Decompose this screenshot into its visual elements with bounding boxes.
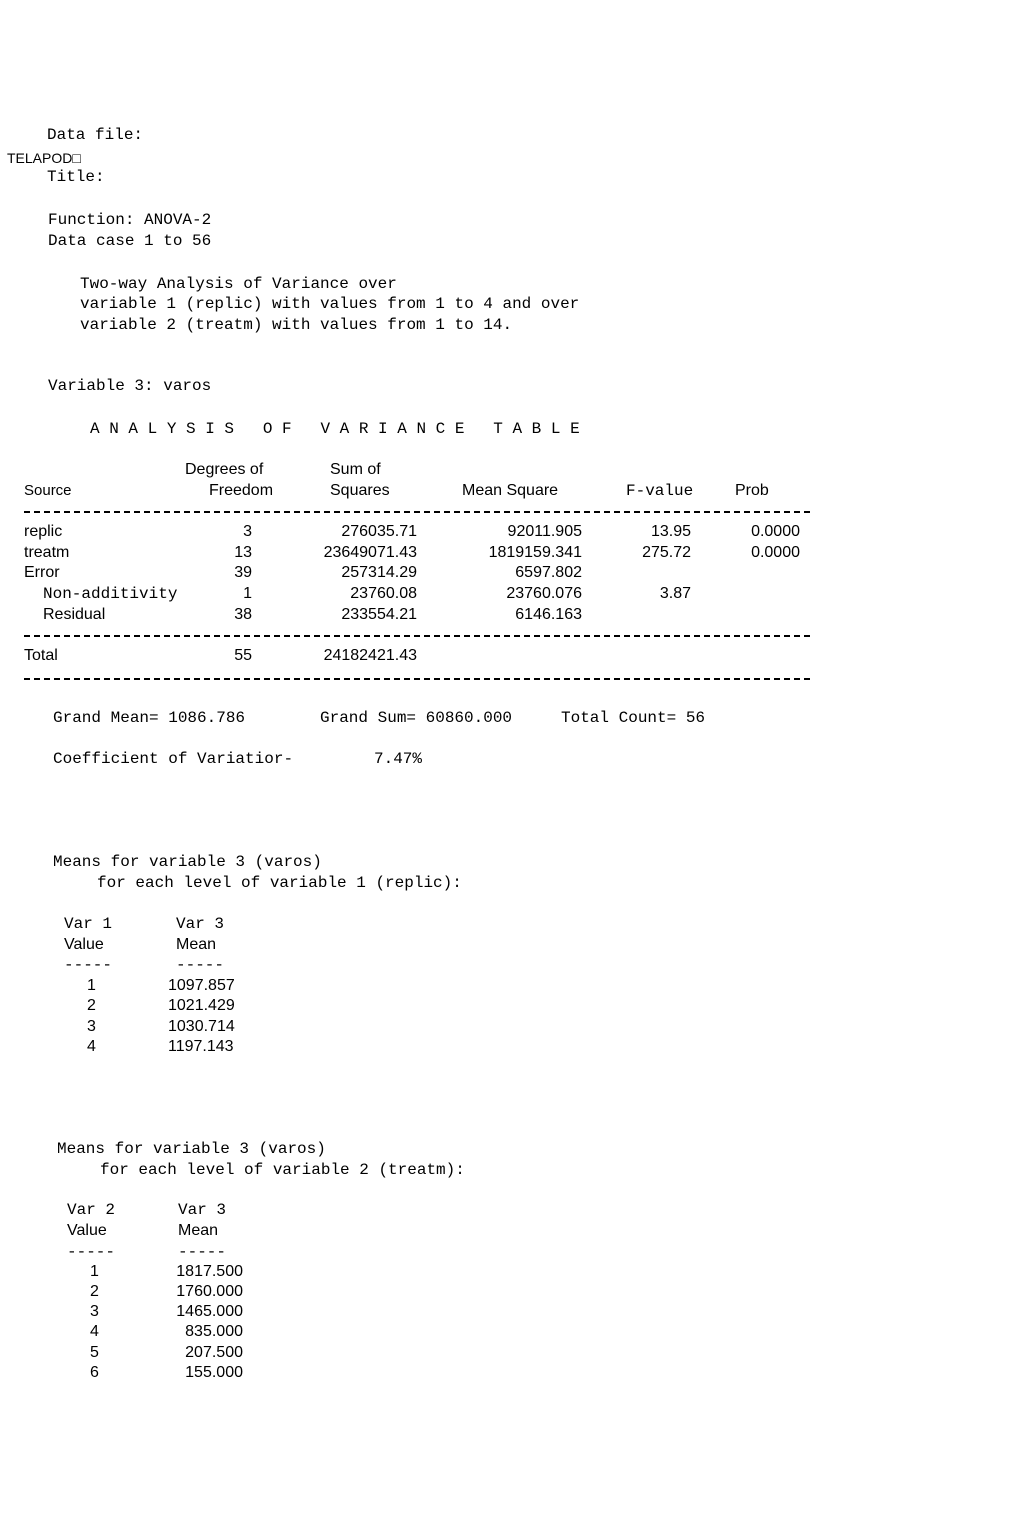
- row-f: 3.87: [659, 585, 691, 602]
- table-rule-top: [24, 511, 810, 513]
- treatm-value: 5: [90, 1344, 99, 1361]
- total-ss: 24182421.43: [323, 647, 417, 664]
- grand-mean: Grand Mean= 1086.786: [53, 709, 246, 727]
- row-ms: 1819159.341: [488, 544, 582, 561]
- row-f: 13.95: [650, 523, 691, 540]
- treatm-mean: 835.000: [185, 1323, 243, 1340]
- cv-label: Coefficient of Variatior-: [53, 750, 294, 768]
- replic-col2-header-2: Mean: [176, 936, 217, 953]
- replic-mean: 1197.143: [168, 1038, 234, 1055]
- row-df: 3: [243, 523, 252, 540]
- treatm-col2-header-2: Mean: [178, 1222, 219, 1239]
- row-df: 39: [234, 564, 252, 581]
- row-ss: 23760.08: [350, 585, 417, 602]
- cv-value: 7.47%: [374, 750, 423, 768]
- table-rule-middle: [24, 635, 810, 637]
- row-source: replic: [24, 523, 63, 540]
- row-ms: 23760.076: [506, 585, 582, 602]
- header-squares: Squares: [330, 482, 390, 499]
- replic-col2-header-1: Var 3: [176, 915, 225, 933]
- replic-mean: 1021.429: [168, 997, 235, 1014]
- header-mean-square: Mean Square: [462, 482, 559, 499]
- replic-value: 1: [87, 977, 96, 994]
- treatm-value: 6: [90, 1364, 99, 1381]
- row-df: 38: [234, 606, 252, 623]
- treatm-col2-underline: -----: [178, 1243, 227, 1261]
- replic-mean: 1097.857: [168, 977, 235, 994]
- treatm-col2-header-1: Var 3: [178, 1201, 227, 1219]
- treatm-mean: 1817.500: [176, 1263, 243, 1280]
- header-degrees-of: Degrees of: [185, 461, 264, 478]
- treatm-col1-underline: -----: [67, 1243, 116, 1261]
- replic-value: 3: [87, 1018, 96, 1035]
- row-ms: 6597.802: [515, 564, 582, 581]
- description-line-2: variable 1 (replic) with values from 1 to 4 and over: [80, 295, 580, 313]
- means-treatm-line-1: Means for variable 3 (varos): [57, 1140, 326, 1158]
- replic-value: 2: [87, 997, 96, 1014]
- row-ss: 233554.21: [341, 606, 417, 623]
- function-line: Function: ANOVA-2: [48, 211, 212, 229]
- row-ss: 257314.29: [341, 564, 417, 581]
- data-case-line: Data case 1 to 56: [48, 232, 212, 250]
- variable-line: Variable 3: varos: [48, 377, 212, 395]
- treatm-col1-header-1: Var 2: [67, 1201, 116, 1219]
- row-source: Error: [24, 564, 60, 581]
- data-file-value: TELAPOD□: [7, 150, 81, 166]
- means-replic-line-2: for each level of variable 1 (replic):: [97, 874, 462, 892]
- row-df: 13: [234, 544, 252, 561]
- description-line-1: Two-way Analysis of Variance over: [80, 275, 397, 293]
- header-f-value: F-value: [626, 482, 694, 500]
- header-prob: Prob: [735, 482, 769, 499]
- treatm-mean: 207.500: [185, 1344, 243, 1361]
- row-ms: 6146.163: [515, 606, 582, 623]
- replic-col2-underline: -----: [176, 956, 225, 974]
- treatm-mean: 1760.000: [176, 1283, 243, 1300]
- replic-col1-header-2: Value: [64, 936, 104, 953]
- anova-title: A N A L Y S I S O F V A R I A N C E T A B L E: [90, 420, 580, 438]
- total-source: Total: [24, 647, 58, 664]
- treatm-value: 2: [90, 1283, 99, 1300]
- row-df: 1: [243, 585, 252, 602]
- replic-col1-header-1: Var 1: [64, 915, 113, 933]
- treatm-value: 3: [90, 1303, 99, 1320]
- row-ss: 23649071.43: [323, 544, 417, 561]
- row-ss: 276035.71: [341, 523, 417, 540]
- header-source: Source: [24, 482, 72, 499]
- row-source: Residual: [43, 606, 106, 623]
- means-treatm-line-2: for each level of variable 2 (treatm):: [100, 1161, 465, 1179]
- header-freedom: Freedom: [209, 482, 274, 499]
- treatm-value: 4: [90, 1323, 99, 1340]
- data-file-label: Data file:: [47, 126, 144, 144]
- header-sum-of: Sum of: [330, 461, 381, 478]
- row-prob: 0.0000: [751, 544, 800, 561]
- treatm-col1-header-2: Value: [67, 1222, 107, 1239]
- row-source: treatm: [24, 544, 70, 561]
- row-prob: 0.0000: [751, 523, 800, 540]
- description-line-3: variable 2 (treatm) with values from 1 to 14.: [80, 316, 513, 334]
- row-ms: 92011.905: [507, 523, 582, 540]
- total-count: Total Count= 56: [561, 709, 706, 727]
- replic-col1-underline: -----: [64, 956, 113, 974]
- means-replic-line-1: Means for variable 3 (varos): [53, 853, 322, 871]
- row-f: 275.72: [642, 544, 691, 561]
- treatm-value: 1: [90, 1263, 99, 1280]
- title-label: Title:: [47, 168, 105, 186]
- grand-sum: Grand Sum= 60860.000: [320, 709, 513, 727]
- replic-value: 4: [87, 1038, 96, 1055]
- treatm-mean: 1465.000: [176, 1303, 243, 1320]
- treatm-mean: 155.000: [185, 1364, 243, 1381]
- replic-mean: 1030.714: [168, 1018, 235, 1035]
- table-rule-bottom: [24, 678, 810, 680]
- row-source: Non-additivity: [43, 585, 178, 603]
- total-df: 55: [234, 647, 252, 664]
